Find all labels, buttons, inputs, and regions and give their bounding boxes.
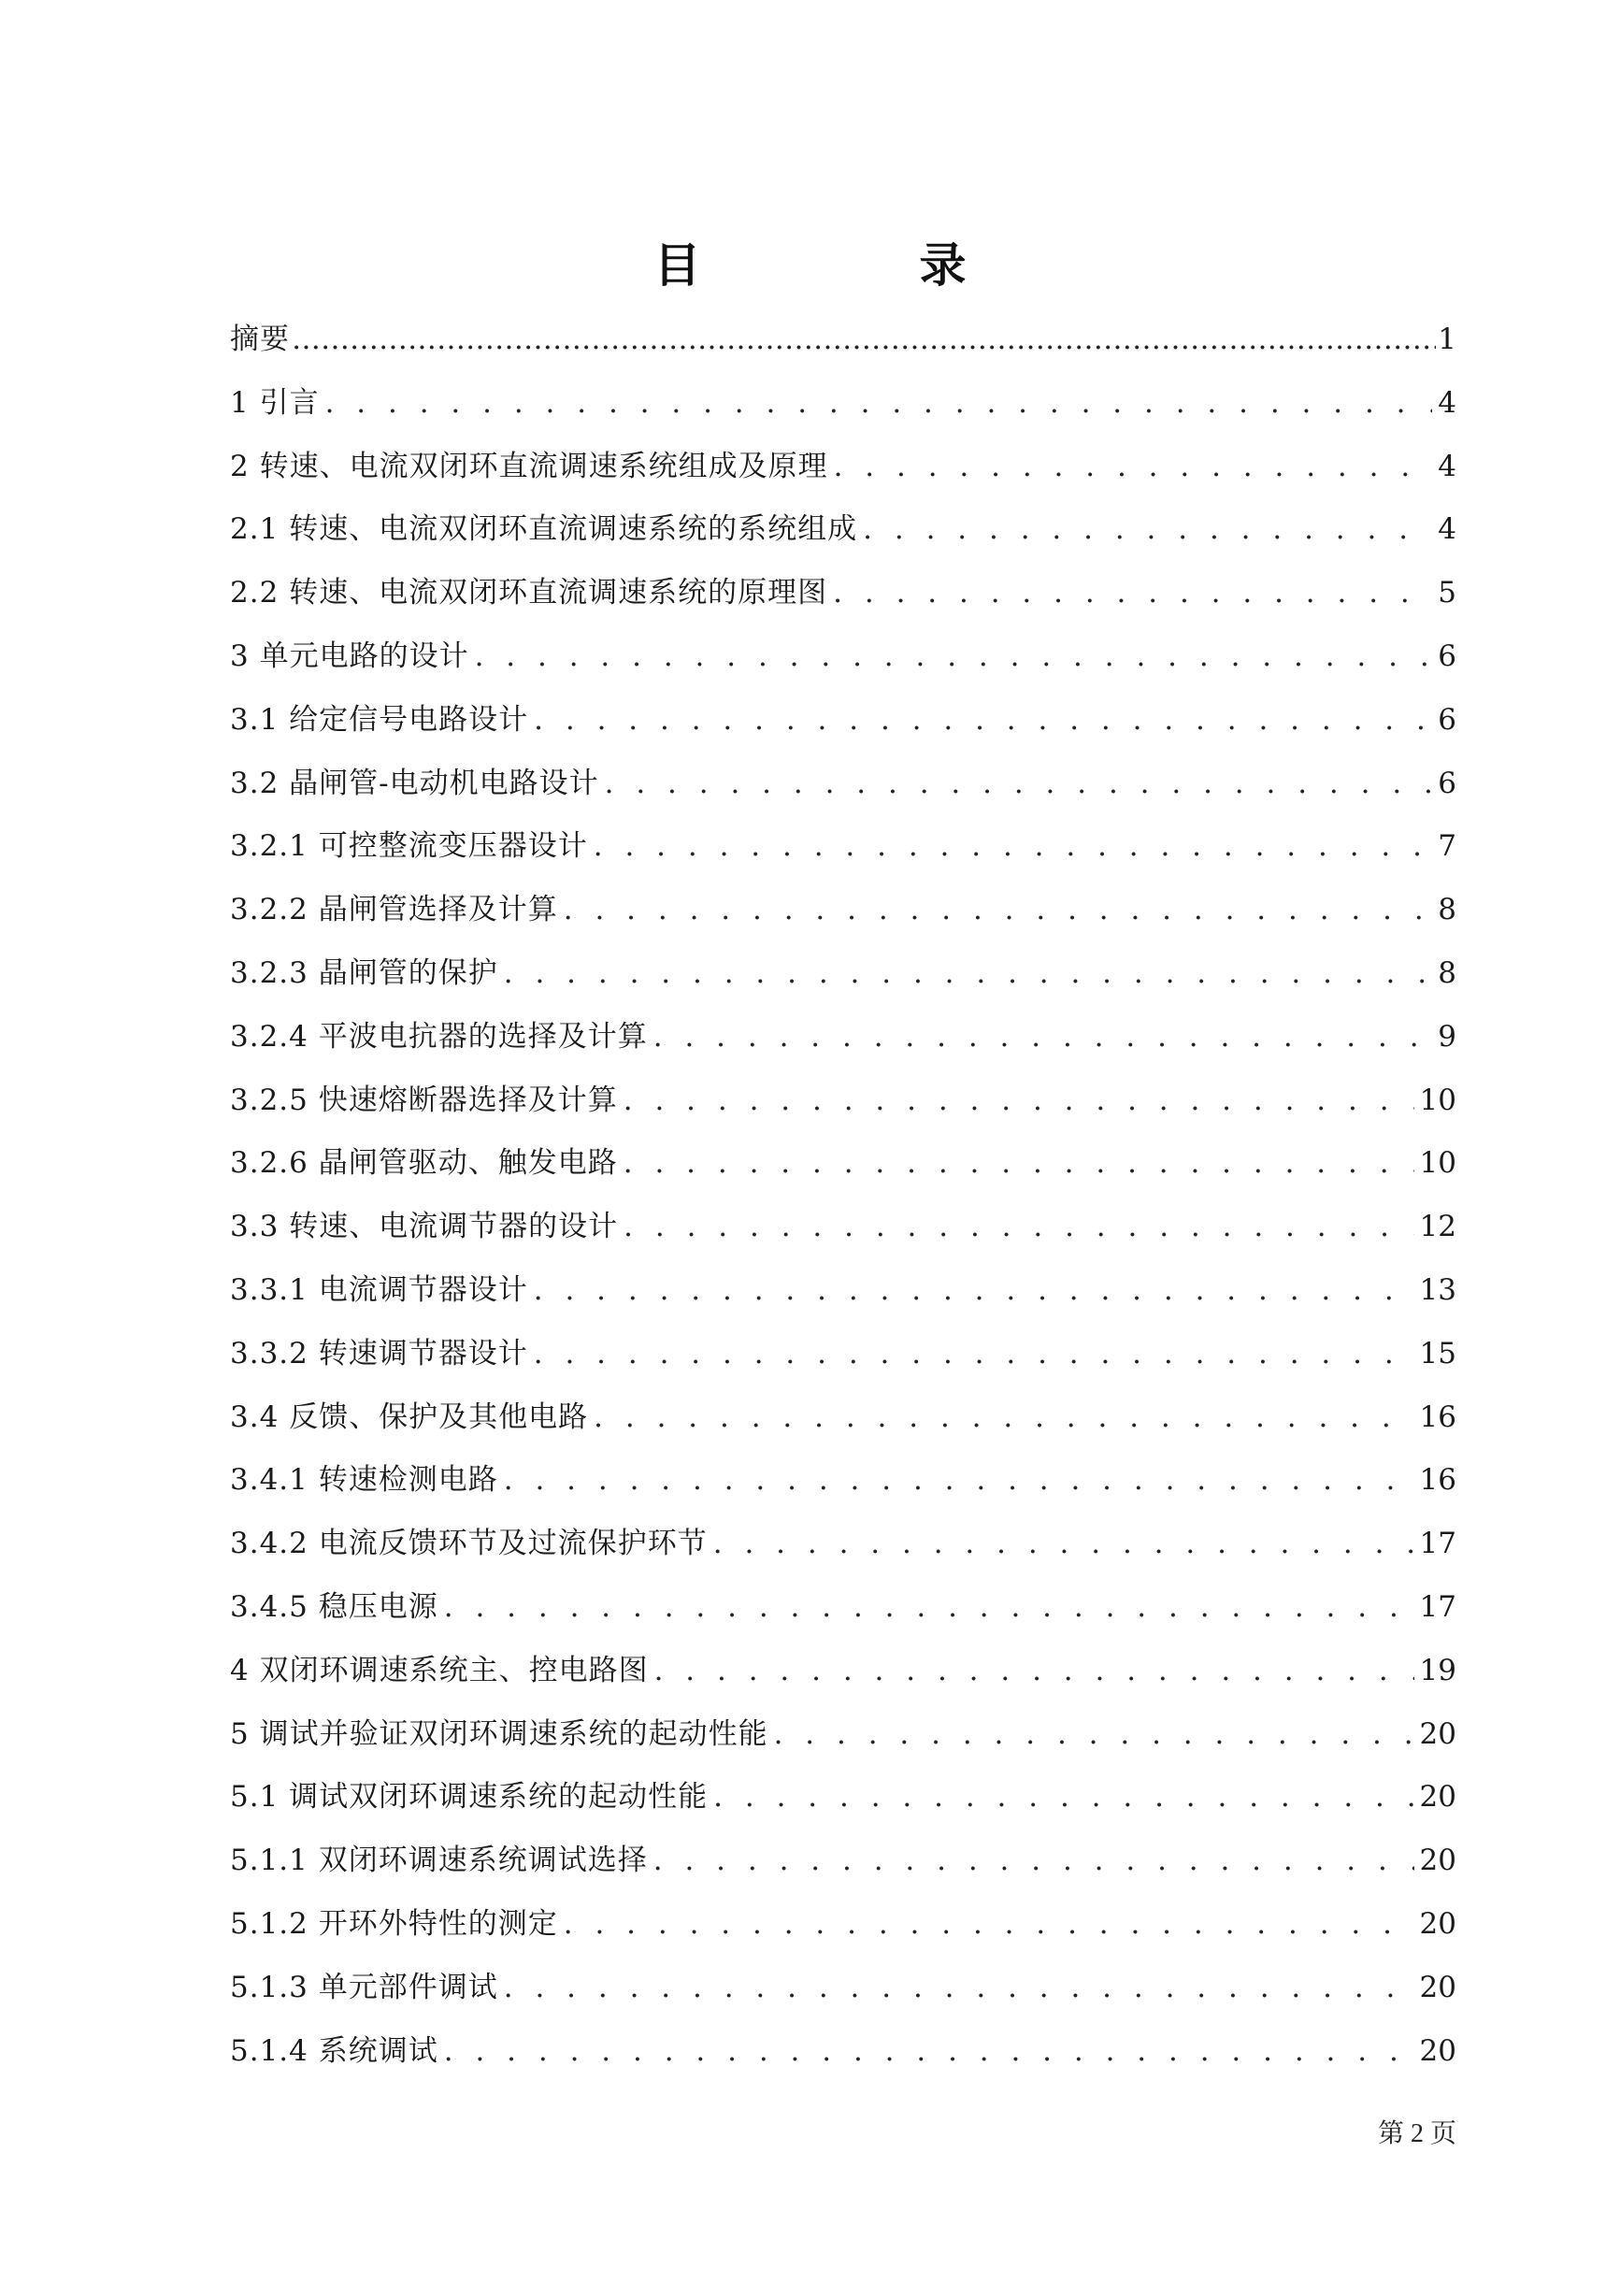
toc-entry-label: 5.1.4 系统调试 [230, 2033, 438, 2068]
toc-dot-leader [504, 1957, 1414, 2020]
toc-entry-page: 5 [1438, 576, 1456, 610]
toc-entry-label: 5 调试并验证双闭环调速系统的起动性能 [230, 1716, 768, 1751]
toc-entry-page: 20 [1419, 1844, 1456, 1878]
toc-entry-label: 3.2.6 晶闸管驱动、触发电路 [230, 1146, 618, 1181]
toc-entry[interactable] [230, 1703, 1456, 1767]
toc-entry-page: 15 [1419, 1336, 1456, 1370]
toc-entry-label: 2 转速、电流双闭环直流调速系统组成及原理 [230, 449, 828, 483]
toc-dot-leader [564, 1893, 1414, 1957]
toc-entry-label: 3.2.1 可控整流变压器设计 [230, 829, 588, 864]
toc-entry-label: 3.3 转速、电流调节器的设计 [230, 1210, 619, 1244]
toc-entry[interactable] [230, 1576, 1456, 1640]
toc-dot-leader [564, 879, 1433, 942]
toc-entry[interactable] [230, 309, 1456, 372]
toc-entry-page: 16 [1419, 1399, 1456, 1434]
toc-entry[interactable] [230, 1006, 1456, 1069]
toc-entry[interactable] [230, 2020, 1456, 2084]
toc-dot-leader [594, 1386, 1413, 1450]
toc-entry-label: 3.4 反馈、保护及其他电路 [230, 1399, 589, 1434]
toc-entry[interactable] [230, 942, 1456, 1006]
toc-entry[interactable] [230, 562, 1456, 625]
toc-dot-leader [774, 1703, 1414, 1767]
page-number: 第 2 页 [1377, 2119, 1456, 2148]
toc-entry-label: 3.2.3 晶闸管的保护 [230, 955, 498, 990]
toc-entry-page: 20 [1419, 1780, 1456, 1815]
toc-entry[interactable] [230, 1449, 1456, 1513]
toc-entry-label: 3.4.1 转速检测电路 [230, 1463, 498, 1498]
toc-entry-label: 3.2 晶闸管-电动机电路设计 [230, 766, 599, 800]
toc-entry[interactable] [230, 815, 1456, 879]
toc-entry-page: 7 [1438, 829, 1456, 864]
toc-entry-page: 6 [1438, 766, 1456, 800]
toc-entry[interactable] [230, 879, 1456, 942]
toc-entry[interactable] [230, 1323, 1456, 1386]
toc-entry-label: 5.1.3 单元部件调试 [230, 1970, 498, 2004]
page-title: 目 录 [653, 238, 1053, 293]
toc-entry[interactable] [230, 1766, 1456, 1830]
toc-dot-leader [444, 1576, 1414, 1640]
toc-dot-leader [325, 372, 1433, 436]
toc-dot-leader [653, 1006, 1433, 1069]
toc-dot-leader [444, 2020, 1414, 2084]
toc-dot-leader [863, 498, 1432, 562]
toc-dot-leader [605, 753, 1433, 816]
toc-entry-label: 2.2 转速、电流双闭环直流调速系统的原理图 [230, 576, 828, 610]
toc-entry-label: 摘要 [230, 323, 290, 356]
toc-entry[interactable] [230, 498, 1456, 562]
toc-entry-label: 3.4.5 稳压电源 [230, 1589, 438, 1624]
toc-entry-page: 20 [1419, 1716, 1456, 1751]
toc-entry[interactable] [230, 1957, 1456, 2020]
toc-entry[interactable] [230, 372, 1456, 436]
toc-entry-label: 3.2.5 快速熔断器选择及计算 [230, 1083, 618, 1117]
toc-entry-page: 4 [1438, 449, 1456, 483]
toc-dot-leader [834, 436, 1433, 499]
toc-entry-label: 5.1 调试双闭环调速系统的起动性能 [230, 1780, 709, 1815]
toc-dot-leader [624, 1196, 1413, 1259]
toc-entry[interactable] [230, 625, 1456, 689]
toc-entry[interactable] [230, 753, 1456, 816]
toc-entry-label: 3.2.2 晶闸管选择及计算 [230, 893, 558, 927]
toc-dot-leader [475, 625, 1433, 689]
toc-entry[interactable] [230, 1893, 1456, 1957]
toc-entry[interactable] [230, 436, 1456, 499]
toc-entry-label: 3 单元电路的设计 [230, 639, 469, 673]
toc-entry-page: 12 [1419, 1210, 1456, 1244]
toc-dot-leader [292, 309, 1436, 372]
toc-dot-leader [713, 1766, 1413, 1830]
toc-entry[interactable] [230, 1069, 1456, 1133]
toc-entry-page: 10 [1419, 1146, 1456, 1181]
toc-entry-label: 4 双闭环调速系统主、控电路图 [230, 1653, 649, 1687]
toc-list [230, 309, 1456, 2083]
toc-entry-page: 13 [1419, 1272, 1456, 1307]
toc-entry-label: 1 引言 [230, 385, 320, 420]
toc-entry-page: 9 [1438, 1019, 1456, 1054]
toc-entry-page: 19 [1419, 1653, 1456, 1687]
toc-entry-page: 20 [1419, 1906, 1456, 1941]
toc-entry-page: 17 [1419, 1527, 1456, 1561]
toc-entry-label: 3.3.2 转速调节器设计 [230, 1336, 528, 1370]
toc-entry-label: 5.1.2 开环外特性的测定 [230, 1906, 558, 1941]
toc-dot-leader [653, 1830, 1414, 1893]
toc-dot-leader [624, 1132, 1414, 1196]
toc-dot-leader [534, 689, 1432, 753]
toc-entry[interactable] [230, 1386, 1456, 1450]
toc-entry-label: 3.3.1 电流调节器设计 [230, 1272, 528, 1307]
toc-dot-leader [624, 1069, 1414, 1133]
toc-dot-leader [534, 1259, 1414, 1323]
toc-entry-page: 10 [1419, 1083, 1456, 1117]
toc-dot-leader [713, 1513, 1414, 1576]
toc-entry-label: 3.4.2 电流反馈环节及过流保护环节 [230, 1527, 708, 1561]
toc-entry-page: 17 [1419, 1589, 1456, 1624]
toc-entry-page: 1 [1438, 323, 1456, 356]
toc-entry-page: 16 [1419, 1463, 1456, 1498]
toc-entry-label: 3.2.4 平波电抗器的选择及计算 [230, 1019, 648, 1054]
toc-entry-page: 20 [1419, 1970, 1456, 2004]
toc-dot-leader [504, 1449, 1414, 1513]
toc-entry-page: 8 [1438, 893, 1456, 927]
toc-entry[interactable] [230, 689, 1456, 753]
toc-entry[interactable] [230, 1830, 1456, 1893]
toc-dot-leader [833, 562, 1432, 625]
toc-entry[interactable] [230, 1132, 1456, 1196]
toc-entry-page: 20 [1419, 2033, 1456, 2068]
toc-entry[interactable] [230, 1640, 1456, 1703]
toc-entry-page: 8 [1438, 955, 1456, 990]
toc-entry-page: 6 [1438, 639, 1456, 673]
toc-dot-leader [504, 942, 1433, 1006]
toc-dot-leader [534, 1323, 1414, 1386]
toc-entry-page: 4 [1438, 385, 1456, 420]
toc-entry[interactable] [230, 1196, 1456, 1259]
toc-entry-label: 5.1.1 双闭环调速系统调试选择 [230, 1844, 648, 1878]
toc-entry-label: 3.1 给定信号电路设计 [230, 702, 529, 737]
toc-dot-leader [594, 815, 1433, 879]
toc-entry-label: 2.1 转速、电流双闭环直流调速系统的系统组成 [230, 512, 858, 547]
toc-dot-leader [654, 1640, 1414, 1703]
toc-entry-page: 4 [1438, 512, 1456, 547]
toc-entry[interactable] [230, 1513, 1456, 1576]
toc-entry[interactable] [230, 1259, 1456, 1323]
toc-entry-page: 6 [1438, 702, 1456, 737]
